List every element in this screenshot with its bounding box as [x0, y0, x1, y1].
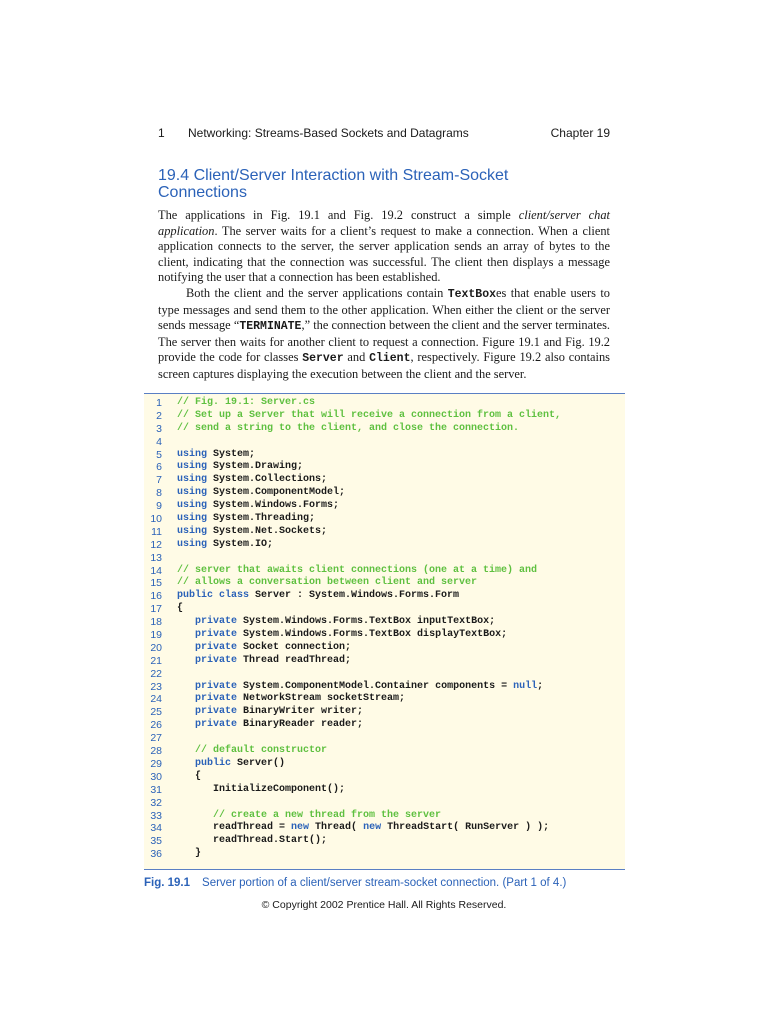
code-text: [177, 449, 255, 462]
code-text: [177, 526, 327, 539]
code-token: {: [177, 603, 184, 615]
paragraph-2: [158, 286, 610, 383]
code-token: [177, 810, 213, 821]
paragraph-1-text-end: . The server waits for a client’s request to make a connection. When a client application connects to the server, the server application sends an array of bytes to the client, indicating that the connection was successful. The client then displays a message notifying the user that a connection has been established.: [158, 223, 610, 285]
code-keyword: private: [195, 719, 238, 731]
code-line: [144, 732, 625, 745]
code-text: [177, 810, 441, 823]
line-number: 19: [150, 629, 162, 642]
code-line: [144, 835, 625, 848]
code-term-server: Server: [302, 352, 344, 366]
code-line: [144, 590, 625, 603]
line-number: 35: [150, 835, 162, 848]
code-text: [177, 848, 201, 861]
code-token: }: [177, 848, 202, 860]
code-token: System.Drawing;: [207, 461, 304, 473]
code-line: [144, 500, 625, 513]
line-number: 26: [150, 719, 162, 732]
code-line: [144, 603, 625, 616]
figure-label: Fig. 19.1: [144, 877, 191, 889]
line-number: 5: [156, 448, 162, 461]
section-heading-line1: 19.4 Client/Server Interaction with Stream-Socket: [158, 167, 509, 184]
code-token: System.Threading;: [207, 513, 316, 525]
code-text: [177, 719, 363, 732]
code-term-textbox: TextBox: [447, 287, 496, 301]
code-token: [177, 681, 195, 692]
line-number: 23: [150, 680, 162, 693]
code-keyword: new: [291, 822, 310, 834]
paragraph-1-text: The applications in Fig. 19.1 and Fig. 19.2 construct a simple: [158, 208, 519, 222]
code-token: [177, 642, 195, 653]
code-text: [177, 642, 351, 655]
code-token: [177, 758, 195, 769]
code-text: [177, 565, 537, 578]
code-comment: // server that awaits client connections (one at a time) and: [177, 564, 538, 576]
code-comment: // Set up a Server that will receive a connection from a client,: [177, 409, 562, 421]
code-text: [177, 474, 327, 487]
code-token: [177, 629, 195, 640]
code-line: [144, 474, 625, 487]
section-heading-line2: Connections: [158, 184, 247, 201]
code-token: Server : System.Windows.Forms.Form: [249, 590, 460, 602]
code-line: [144, 577, 625, 590]
code-line: [144, 758, 625, 771]
code-line: [144, 668, 625, 681]
paragraph-1-italic: client/server chat application: [158, 208, 610, 238]
code-line: [144, 681, 625, 694]
code-keyword: public: [195, 757, 232, 769]
code-line: [144, 822, 625, 835]
code-keyword: using: [177, 525, 208, 537]
line-number: 6: [156, 461, 162, 474]
line-number: 4: [156, 435, 162, 448]
code-line: [144, 719, 625, 732]
line-number: 17: [150, 603, 162, 616]
code-line: [144, 461, 625, 474]
line-number: 18: [150, 616, 162, 629]
code-text: [177, 835, 327, 848]
figure-caption-text: Server portion of a client/server stream-socket connection. (Part 1 of 4.): [202, 877, 567, 889]
code-token: System.Windows.Forms.TextBox inputTextBox;: [237, 616, 496, 628]
line-number: 29: [150, 757, 162, 770]
running-head: [158, 126, 610, 142]
figure-caption: [144, 877, 566, 889]
code-token: [177, 655, 195, 666]
code-line: [144, 397, 625, 410]
code-line: [144, 539, 625, 552]
code-token: ;: [537, 680, 544, 692]
line-number: 15: [150, 577, 162, 590]
line-number: 21: [150, 654, 162, 667]
code-line: [144, 436, 625, 449]
code-token: [177, 745, 195, 756]
code-keyword: using: [177, 448, 208, 460]
code-token: [177, 616, 195, 627]
code-token: Thread(: [309, 822, 364, 834]
code-token: System;: [207, 448, 256, 460]
code-token: System.Collections;: [207, 474, 328, 486]
code-line: [144, 565, 625, 578]
code-token: Socket connection;: [237, 641, 352, 653]
code-keyword: private: [195, 680, 238, 692]
code-text: [177, 616, 495, 629]
code-keyword: using: [177, 513, 208, 525]
code-line: [144, 410, 625, 423]
code-token: BinaryReader reader;: [237, 719, 364, 731]
code-comment: // send a string to the client, and close the connection.: [177, 422, 520, 434]
code-comment: // allows a conversation between client and server: [177, 577, 478, 589]
code-token: System.Windows.Forms.TextBox displayTextBox;: [237, 629, 508, 641]
code-text: [177, 577, 477, 590]
code-keyword: using: [177, 461, 208, 473]
line-number: 10: [150, 513, 162, 526]
code-line: [144, 642, 625, 655]
code-keyword: private: [195, 616, 238, 628]
code-keyword: using: [177, 500, 208, 512]
line-number: 30: [150, 770, 162, 783]
section-heading: [158, 167, 578, 201]
code-line: [144, 693, 625, 706]
code-token: [177, 719, 195, 730]
code-token: {: [177, 770, 202, 782]
code-token: InitializeComponent();: [177, 783, 346, 795]
code-token: BinaryWriter writer;: [237, 706, 364, 718]
body-text: [158, 208, 610, 383]
code-line: [144, 449, 625, 462]
code-line: [144, 526, 625, 539]
code-comment: // Fig. 19.1: Server.cs: [177, 397, 316, 408]
paragraph-2-text: ,” the connection between the client and the server terminates. The server then waits for another client to request a connection. Figure 19.1 and Fig. 19.2 provide the code for classes: [158, 318, 610, 365]
code-line: [144, 629, 625, 642]
line-number: 34: [150, 822, 162, 835]
line-number: 3: [156, 422, 162, 435]
code-keyword: using: [177, 487, 208, 499]
line-number: 1: [156, 397, 162, 409]
code-line: [144, 810, 625, 823]
code-text: [177, 629, 507, 642]
paragraph-2-text: es that enable users to type messages and send them to the other application. When either the client or the server sends message “: [158, 285, 610, 333]
code-token: Thread readThread;: [237, 654, 352, 666]
line-number: 8: [156, 487, 162, 500]
code-text: [177, 693, 405, 706]
code-text: [177, 397, 315, 410]
code-token: System.ComponentModel.Container components =: [237, 680, 514, 692]
code-keyword: using: [177, 538, 208, 550]
code-keyword: public class: [177, 590, 250, 602]
line-number: 12: [150, 538, 162, 551]
line-number: 24: [150, 693, 162, 706]
code-text: [177, 822, 549, 835]
paragraph-1: [158, 208, 610, 286]
line-number: 13: [150, 551, 162, 564]
code-token: System.Net.Sockets;: [207, 525, 328, 537]
line-number: 36: [150, 848, 162, 861]
line-number: 7: [156, 474, 162, 487]
chapter-title: Networking: Streams-Based Sockets and Datagrams: [188, 126, 469, 140]
line-number: 31: [150, 783, 162, 796]
code-line: [144, 784, 625, 797]
code-term-terminate: TERMINATE: [239, 320, 302, 334]
code-text: [177, 758, 285, 771]
code-token: readThread.Start();: [177, 835, 328, 847]
code-term-client: Client: [369, 352, 411, 366]
code-text: [177, 590, 459, 603]
line-number: 33: [150, 809, 162, 822]
code-token: NetworkStream socketStream;: [237, 693, 406, 705]
code-keyword: using: [177, 474, 208, 486]
code-keyword: private: [195, 629, 238, 641]
code-keyword: private: [195, 654, 238, 666]
code-token: Server(): [231, 757, 286, 769]
code-text: [177, 487, 345, 500]
code-line: [144, 513, 625, 526]
line-number: 22: [150, 667, 162, 680]
code-line: [144, 487, 625, 500]
line-number: 20: [150, 641, 162, 654]
code-text: [177, 603, 183, 616]
code-line: [144, 423, 625, 436]
code-line: [144, 848, 625, 861]
code-token: System.Windows.Forms;: [207, 500, 340, 512]
paragraph-2-text: , respectively. Figure 19.2 also contains screen captures displaying the execution between the client and the server.: [158, 350, 610, 381]
code-text: [177, 706, 363, 719]
code-comment: // create a new thread from the server: [213, 809, 442, 821]
code-line: [144, 745, 625, 758]
paragraph-2-text: and: [343, 350, 370, 365]
code-text: [177, 539, 273, 552]
code-keyword: new: [363, 822, 382, 834]
code-token: System.IO;: [207, 538, 274, 550]
code-keyword: private: [195, 641, 238, 653]
code-line: [144, 655, 625, 668]
code-text: [177, 745, 327, 758]
line-number: 2: [156, 409, 162, 422]
code-text: [177, 500, 339, 513]
code-text: [177, 513, 315, 526]
code-keyword: null: [513, 680, 538, 692]
code-token: readThread =: [177, 822, 292, 834]
code-token: [177, 693, 195, 704]
code-token: ThreadStart( RunServer ) );: [381, 822, 550, 834]
code-line: [144, 771, 625, 784]
code-listing: [144, 393, 625, 870]
code-text: [177, 410, 561, 423]
line-number: 11: [151, 525, 162, 538]
code-lines: [144, 397, 625, 861]
code-text: [177, 655, 351, 668]
line-number: 14: [150, 564, 162, 577]
code-line: [144, 616, 625, 629]
code-text: [177, 771, 201, 784]
code-comment: // default constructor: [195, 745, 328, 757]
code-line: [144, 797, 625, 810]
code-text: [177, 423, 519, 436]
code-line: [144, 552, 625, 565]
line-number: 28: [150, 745, 162, 758]
line-number: 32: [150, 796, 162, 809]
code-text: [177, 461, 303, 474]
code-token: System.ComponentModel;: [207, 487, 346, 499]
copyright-notice: © Copyright 2002 Prentice Hall. All Rights Reserved.: [261, 899, 507, 911]
code-keyword: private: [195, 706, 238, 718]
code-line: [144, 706, 625, 719]
page-number: 1: [158, 126, 165, 140]
chapter-label: Chapter 19: [550, 126, 610, 140]
code-text: [177, 681, 543, 694]
line-number: 25: [150, 706, 162, 719]
paragraph-2-text: Both the client and the server applications contain: [186, 285, 448, 300]
line-number: 16: [150, 590, 162, 603]
code-keyword: private: [195, 693, 238, 705]
code-text: [177, 784, 345, 797]
line-number: 9: [156, 500, 162, 513]
code-token: [177, 706, 195, 717]
line-number: 27: [150, 732, 162, 745]
